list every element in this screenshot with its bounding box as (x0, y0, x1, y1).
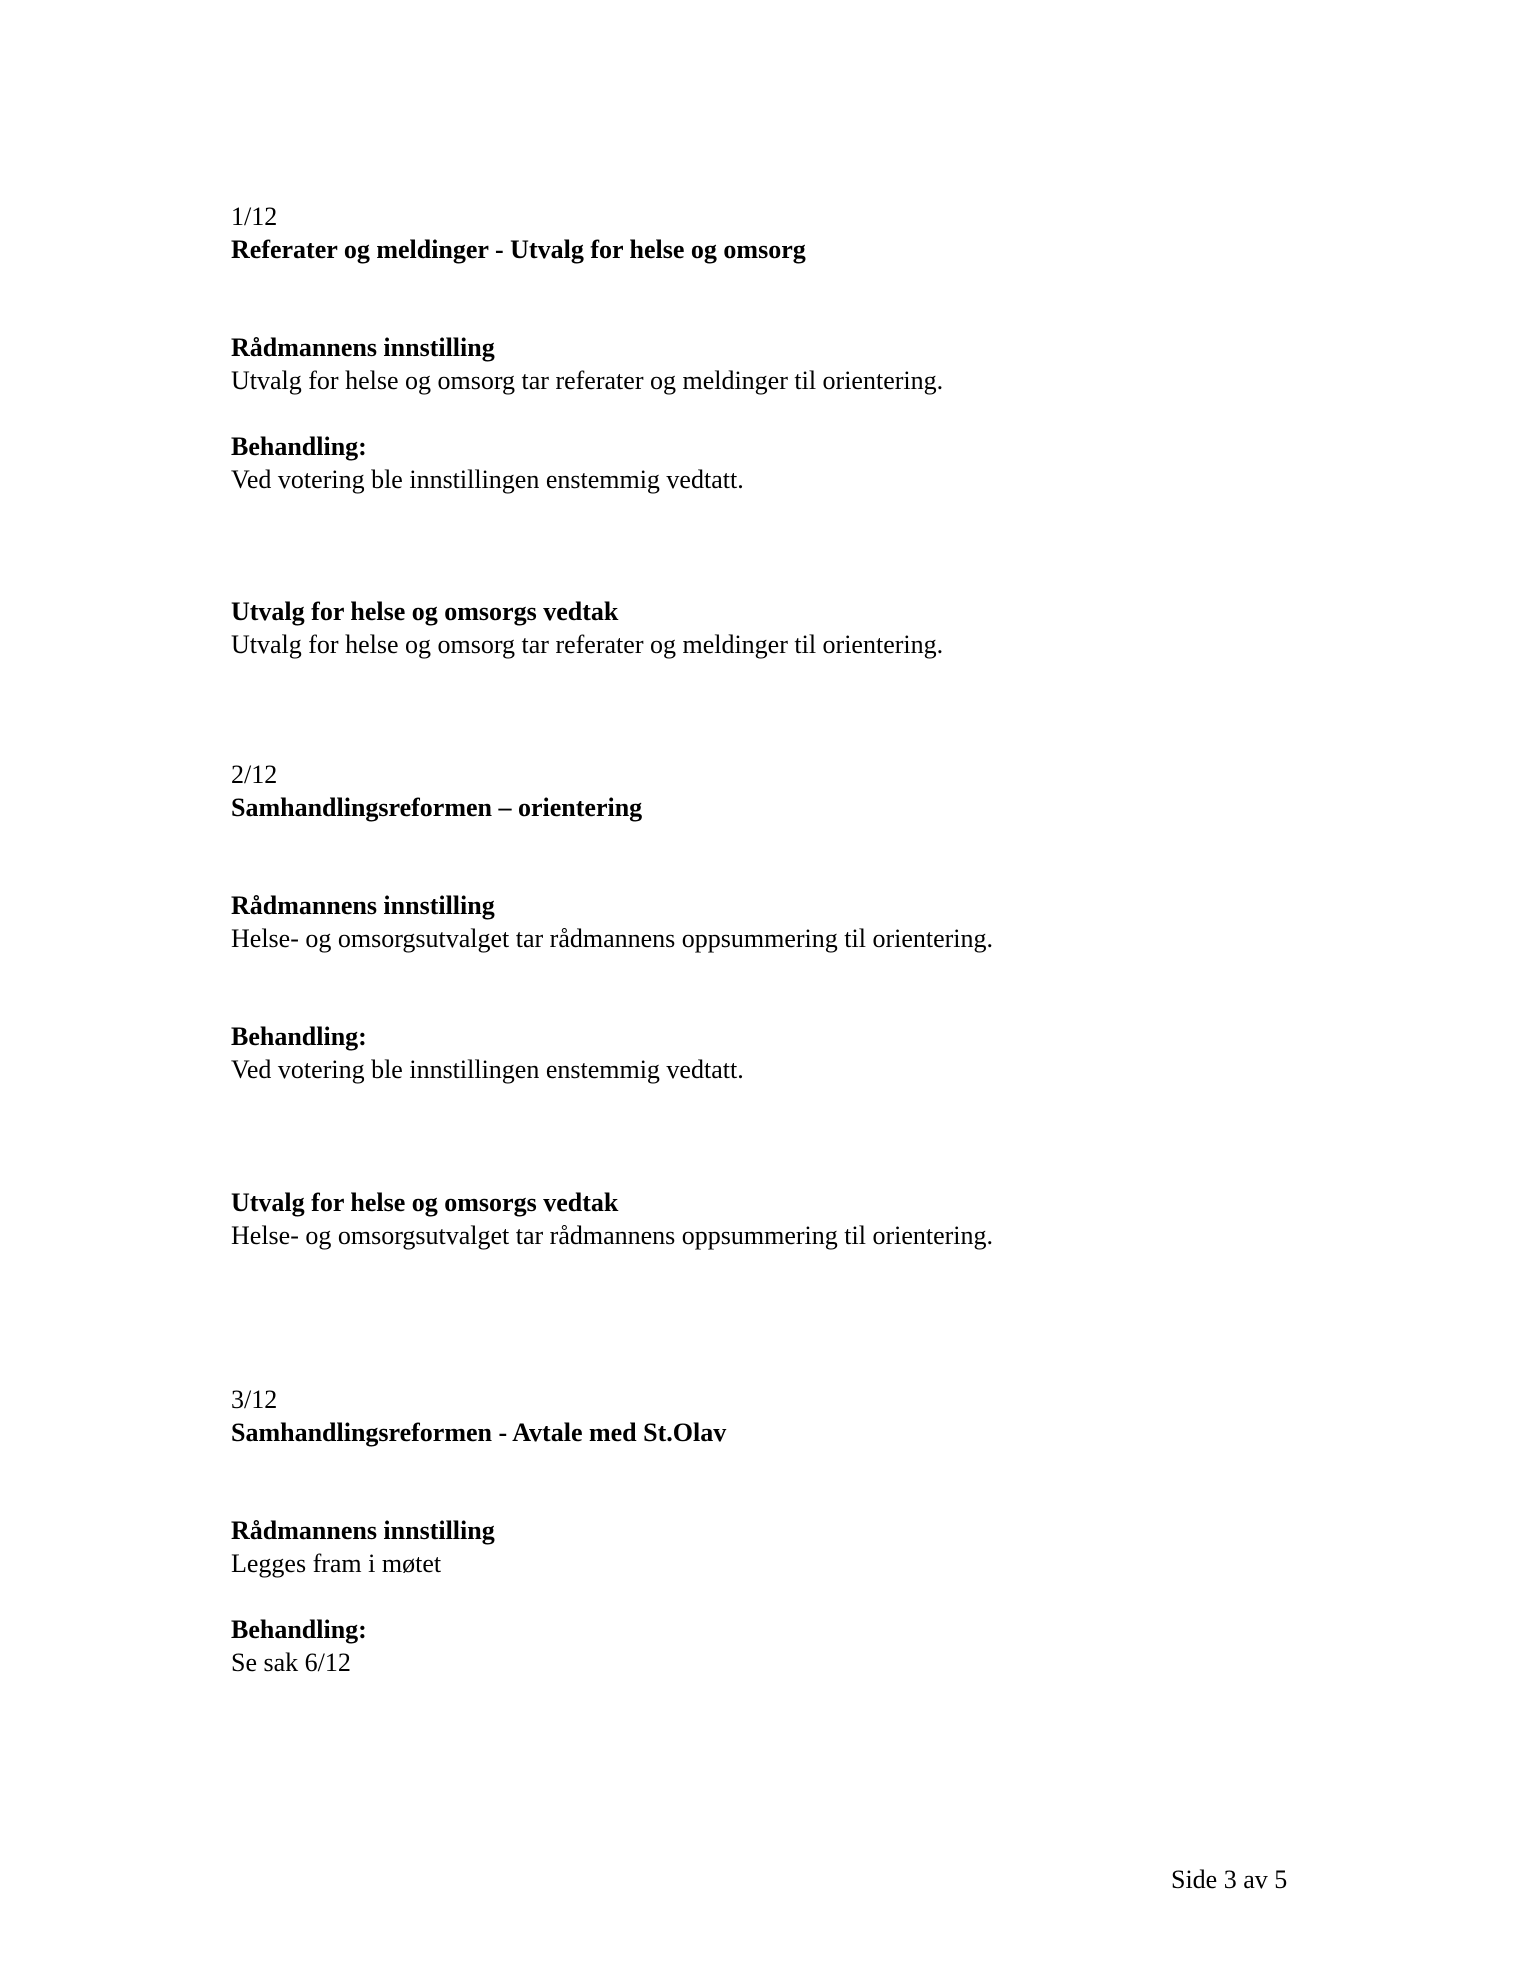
page-number: Side 3 av 5 (1171, 1865, 1288, 1894)
decision-heading: Utvalg for helse og omsorgs vedtak (231, 597, 619, 626)
treatment-text: Se sak 6/12 (231, 1648, 351, 1677)
treatment-heading: Behandling: (231, 1615, 367, 1644)
treatment-text: Ved votering ble innstillingen enstemmig vedtatt. (231, 1055, 744, 1084)
recommendation-text: Helse- og omsorgsutvalget tar rådmannens oppsummering til orientering. (231, 924, 994, 953)
recommendation-heading: Rådmannens innstilling (231, 891, 495, 920)
recommendation-text: Utvalg for helse og omsorg tar referater og meldinger til orientering. (231, 366, 944, 395)
recommendation-text: Legges fram i møtet (231, 1549, 442, 1578)
decision-heading: Utvalg for helse og omsorgs vedtak (231, 1188, 619, 1217)
case-title: Samhandlingsreformen - Avtale med St.Olav (231, 1418, 727, 1447)
decision-text: Utvalg for helse og omsorg tar referater og meldinger til orientering. (231, 630, 944, 659)
case-number: 1/12 (231, 202, 278, 231)
recommendation-heading: Rådmannens innstilling (231, 333, 495, 362)
case-number: 2/12 (231, 760, 278, 789)
treatment-heading: Behandling: (231, 1022, 367, 1051)
case-number: 3/12 (231, 1385, 278, 1414)
treatment-text: Ved votering ble innstillingen enstemmig vedtatt. (231, 465, 744, 494)
decision-text: Helse- og omsorgsutvalget tar rådmannens oppsummering til orientering. (231, 1221, 994, 1250)
recommendation-heading: Rådmannens innstilling (231, 1516, 495, 1545)
case-title: Referater og meldinger - Utvalg for helse og omsorg (231, 235, 806, 264)
treatment-heading: Behandling: (231, 432, 367, 461)
case-title: Samhandlingsreformen – orientering (231, 793, 643, 822)
